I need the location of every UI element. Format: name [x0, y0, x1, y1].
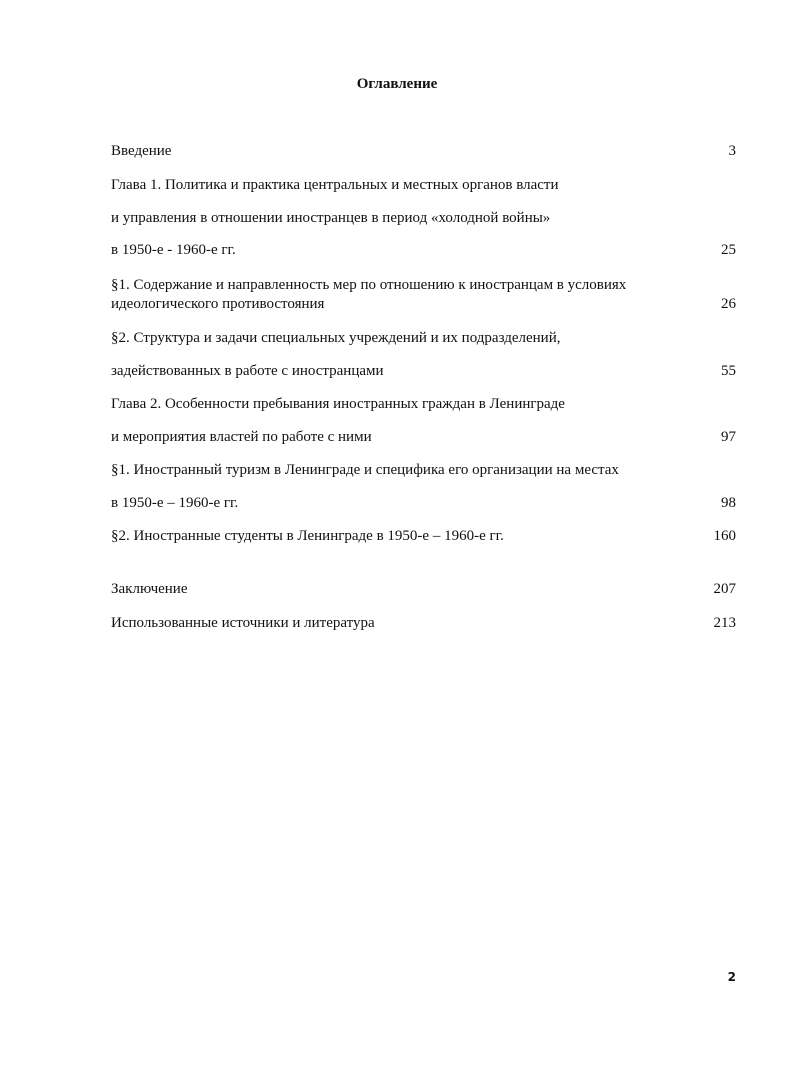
toc-entry-chapter-1-section-2-line-1: §2. Структура и задачи специальных учреждений и их подразделений,	[111, 330, 561, 346]
toc-entry-chapter-2-line-1: Глава 2. Особенности пребывания иностранных граждан в Ленинграде	[111, 396, 565, 412]
page-title: Оглавление	[356, 76, 438, 92]
toc-entry-chapter-1-section-2-line-2: задействованных в работе с иностранцами	[111, 363, 384, 379]
toc-page-chapter-1-section-2: 55	[721, 363, 736, 379]
toc-entry-chapter-1-line-2: и управления в отношении иностранцев в период «холодной войны»	[111, 210, 551, 226]
toc-entry-intro: Введение	[111, 143, 172, 159]
toc-page-sources: 213	[713, 615, 736, 631]
toc-page-chapter-1-section-1: 26	[721, 296, 736, 312]
toc-page-chapter-2: 97	[721, 429, 736, 445]
toc-entry-chapter-1-section-1-line-2: идеологического противостояния	[111, 296, 325, 312]
toc-entry-sources: Использованные источники и литература	[111, 615, 375, 631]
toc-page-chapter-1: 25	[721, 242, 736, 258]
toc-page-chapter-2-section-2: 160	[713, 528, 736, 544]
toc-entry-chapter-1-line-3: в 1950-е - 1960-е гг.	[111, 242, 236, 258]
toc-entry-conclusion: Заключение	[111, 581, 188, 597]
toc-page-conclusion: 207	[713, 581, 736, 597]
toc-entry-chapter-1-line-1: Глава 1. Политика и практика центральных и местных органов власти	[111, 177, 559, 193]
toc-entry-chapter-2-section-1-line-2: в 1950-е – 1960-е гг.	[111, 495, 239, 511]
toc-page-intro: 3	[728, 143, 736, 159]
toc-page-chapter-2-section-1: 98	[721, 495, 736, 511]
toc-entry-chapter-2-section-2: §2. Иностранные студенты в Ленинграде в 1950-е – 1960-е гг.	[111, 528, 504, 544]
toc-entry-chapter-1-section-1-line-1: §1. Содержание и направленность мер по отношению к иностранцам в условиях	[111, 277, 627, 293]
toc-entry-chapter-2-section-1-line-1: §1. Иностранный туризм в Ленинграде и специфика его организации на местах	[111, 462, 619, 478]
toc-entry-chapter-2-line-2: и мероприятия властей по работе с ними	[111, 429, 372, 445]
page-number: 2	[727, 970, 736, 984]
